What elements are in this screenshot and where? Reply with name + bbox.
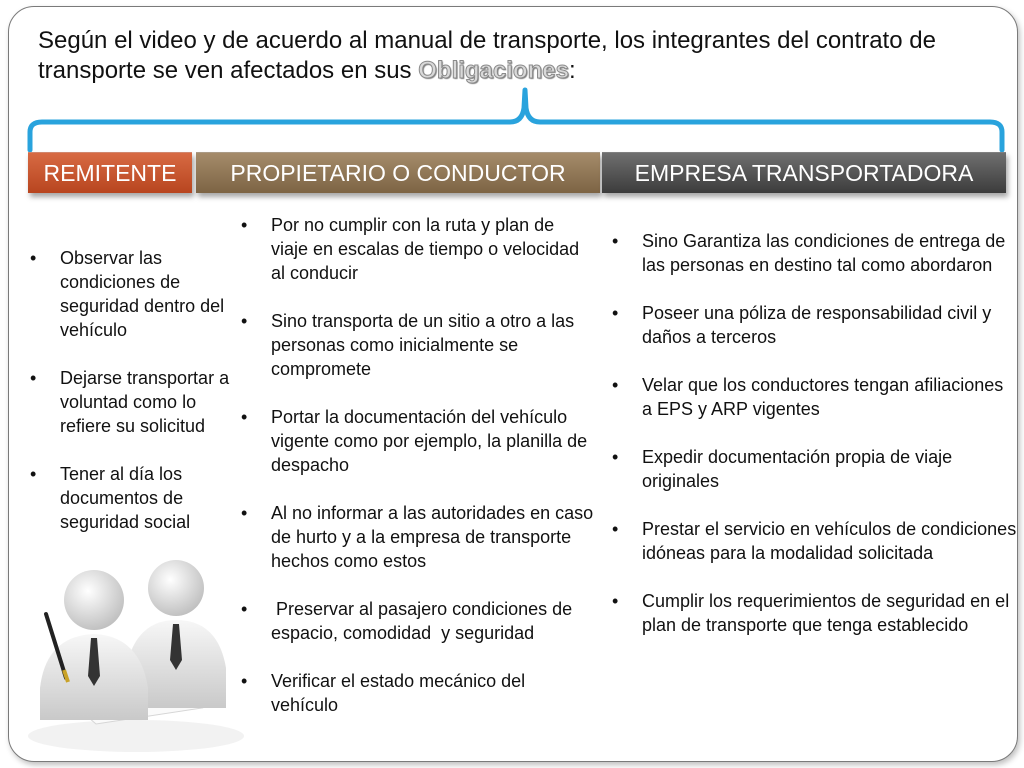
list-item — [241, 213, 596, 285]
list-item-text: Al no informar a las autoridades en caso de hurto y a la empresa de transporte hechos como estos — [271, 503, 594, 571]
list-item-text: Observar las condiciones de seguridad dentro del vehículo — [60, 248, 225, 340]
title-emphasis: Obligaciones — [418, 57, 569, 84]
list-item — [612, 589, 1018, 637]
list-item-text: Prestar el servicio en vehículos de condiciones idóneas para la modalidad solicitada — [642, 519, 1017, 563]
bullet-icon: • — [612, 303, 619, 323]
column-propietario — [241, 213, 596, 717]
list-item — [241, 597, 596, 645]
bullet-icon: • — [30, 248, 37, 268]
list-item — [30, 246, 242, 342]
bullet-icon: • — [612, 375, 619, 395]
bullet-icon: • — [241, 407, 248, 427]
column-empresa — [612, 229, 1018, 637]
list-item-text: Cumplir los requerimientos de seguridad en el plan de transporte que tenga establecido — [642, 591, 1010, 635]
bullet-icon: • — [612, 519, 619, 539]
list-item — [30, 462, 242, 534]
tab-remitente: REMITENTE — [28, 152, 192, 193]
list-item-text: Por no cumplir con la ruta y plan de viaje en escalas de tiempo o velocidad al conducir — [271, 215, 580, 283]
bullet-icon: • — [241, 215, 248, 235]
list-empresa — [612, 229, 1018, 637]
list-item-text: Dejarse transportar a voluntad como lo refiere su solicitud — [60, 368, 230, 436]
bullet-icon: • — [241, 311, 248, 331]
list-item — [612, 229, 1018, 277]
column-remitente — [30, 246, 242, 534]
bullet-icon: • — [612, 231, 619, 251]
bullet-icon: • — [612, 591, 619, 611]
list-item — [241, 501, 596, 573]
slide-title — [38, 26, 998, 86]
bullet-icon: • — [30, 368, 37, 388]
list-item-text: Expedir documentación propia de viaje originales — [642, 447, 953, 491]
list-propietario — [241, 213, 596, 717]
list-item — [241, 309, 596, 381]
list-item-text: Tener al día los documentos de seguridad social — [60, 464, 191, 532]
businessmen-illustration-icon — [26, 548, 246, 754]
bullet-icon: • — [241, 599, 248, 619]
list-item-text: Verificar el estado mecánico del vehículo — [271, 671, 526, 715]
tab-propietario-conductor: PROPIETARIO O CONDUCTOR — [196, 152, 600, 193]
curly-brace — [24, 84, 1010, 154]
list-item-text: Poseer una póliza de responsabilidad civil y daños a terceros — [642, 303, 992, 347]
bullet-icon: • — [30, 464, 37, 484]
list-item-text: Portar la documentación del vehículo vigente como por ejemplo, la planilla de despacho — [271, 407, 588, 475]
list-item — [241, 669, 596, 717]
list-item — [612, 517, 1018, 565]
list-item-text: Sino transporta de un sitio a otro a las personas como inicialmente se compromete — [271, 311, 575, 379]
bullet-icon: • — [612, 447, 619, 467]
list-item-text: Sino Garantiza las condiciones de entrega de las personas en destino tal como abordaron — [642, 231, 1006, 275]
list-item — [612, 301, 1018, 349]
list-item-text: Velar que los conductores tengan afiliaciones a EPS y ARP vigentes — [642, 375, 1004, 419]
list-item — [241, 405, 596, 477]
title-end: : — [568, 57, 576, 84]
list-item — [612, 445, 1018, 493]
list-item — [30, 366, 242, 438]
list-item — [612, 373, 1018, 421]
tab-empresa-transportadora: EMPRESA TRANSPORTADORA — [602, 152, 1006, 193]
bullet-icon: • — [241, 671, 248, 691]
title-text: Según el video y de acuerdo al manual de transporte, los integrantes del contrato de transporte se ven afectados en sus — [38, 27, 936, 84]
list-item-text: Preservar al pasajero condiciones de espacio, comodidad y seguridad — [271, 599, 578, 643]
list-remitente — [30, 246, 242, 534]
bullet-icon: • — [241, 503, 248, 523]
